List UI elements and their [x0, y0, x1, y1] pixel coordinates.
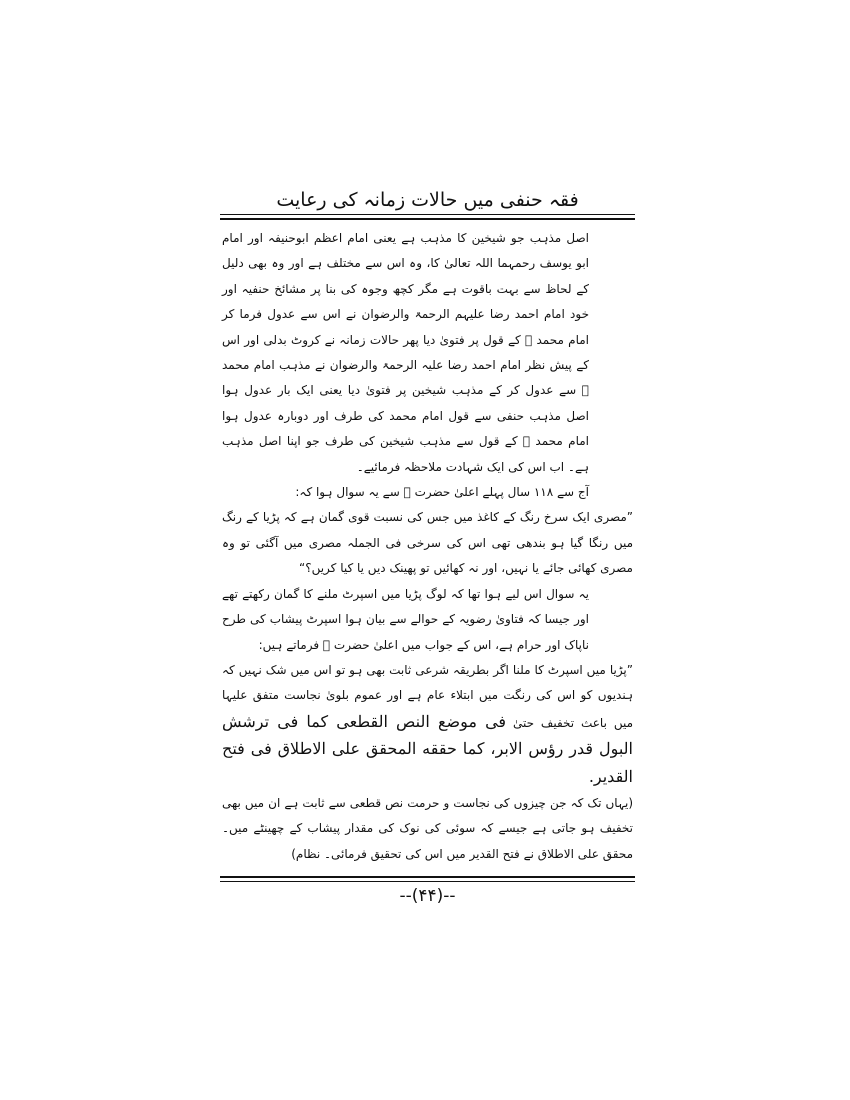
footer-rule-bottom	[220, 881, 635, 882]
running-header-title: فقہ حنفی میں حالات زمانہ کی رعایت	[276, 189, 579, 211]
paragraph: آج سے ۱۱۸ سال پہلے اعلیٰ حضرت ﷫ سے یہ سوال ہوا کہ:	[295, 485, 589, 500]
quotation	[222, 658, 633, 791]
quotation: ”مصری ایک سرخ رنگ کے کاغذ میں جس کی نسبت قوی گمان ہے کہ پڑیا کے رنگ میں رنگا گیا ہو بندھی تھی اس کی سرخی فی الجملہ مصری میں آگئی تو وہ مصری کھائی جائے یا نہیں، اور نہ کھائیں تو پھینک دیں یا کیا کریں؟“	[222, 510, 633, 576]
header-rule-bottom	[220, 218, 635, 220]
paragraph: یہ سوال اس لیے ہوا تھا کہ لوگ پڑیا میں اسپرٹ ملنے کا گمان رکھتے تھے اور جیسا کہ فتاویٰ رضویہ کے حوالے سے بیان ہوا اسپرٹ پیشاب کی طرح ناپاک اور حرام ہے، اس کے جواب میں اعلیٰ حضرت ﷫ فرماتے ہیں:	[222, 586, 589, 652]
header-rule-top	[220, 214, 635, 215]
paragraph: اصل مذہب جو شیخین کا مذہب ہے یعنی امام اعظم ابوحنیفہ اور امام ابو یوسف رحمہما اللہ تعالیٰ کا، وہ اس سے مختلف ہے اور وہ بھی دلیل کے لحاظ سے بہت باقوت ہے مگر کچھ وجوہ کی بنا پر مشائخ حنفیہ اور خود امام احمد رضا علیہم الرحمۃ والرضوان نے اس سے عدول فرما کر امام محمد ﷫ کے قول پر فتویٰ دیا پھر حالات زمانہ نے کروٹ بدلی اور اس کے پیش نظر امام احمد رضا علیہ الرحمۃ والرضوان نے مذہب امام محمد ﷫ سے عدول کر کے مذہب شیخین پر فتویٰ دیا یعنی ایک بار عدول ہوا اصل مذہب حنفی سے قول امام محمد کی طرف اور دوبارہ عدول ہوا امام محمد ﷫ کے قول سے مذہب شیخین کی طرف جو اپنا اصل مذہب ہے۔ اب اس کی ایک شہادت ملاحظہ فرمائیے۔	[222, 231, 589, 474]
arabic-quote: فی موضع النص القطعی کما فی ترشش البول قدر رؤس الابر، کما حققه المحقق علی الاطلاق فی فتح القدیر.	[222, 711, 633, 786]
quotation-urdu: ”پڑیا میں اسپرٹ کا ملنا اگر بطریقہ شرعی ثابت بھی ہو تو اس میں شک نہیں کہ ہندیوں کو اس کی رنگت میں ابتلاء عام ہے اور عموم بلویٰ نجاست متفق علیہا میں باعث تخفیف حتیٰ	[222, 662, 634, 730]
page-number: --(۴۴)--	[399, 886, 456, 906]
body-text	[222, 226, 633, 867]
footer-rule-top	[220, 876, 635, 878]
translation-note: (یہاں تک کہ جن چیزوں کی نجاست و حرمت نص قطعی سے ثابت ہے ان میں بھی تخفیف ہو جاتی ہے جیسے کہ سوئی کی نوک کی مقدار پیشاب کے چھینٹے میں۔ محقق علی الاطلاق نے فتح القدیر میں اس کی تحقیق فرمائی۔ نظام)	[222, 795, 633, 861]
